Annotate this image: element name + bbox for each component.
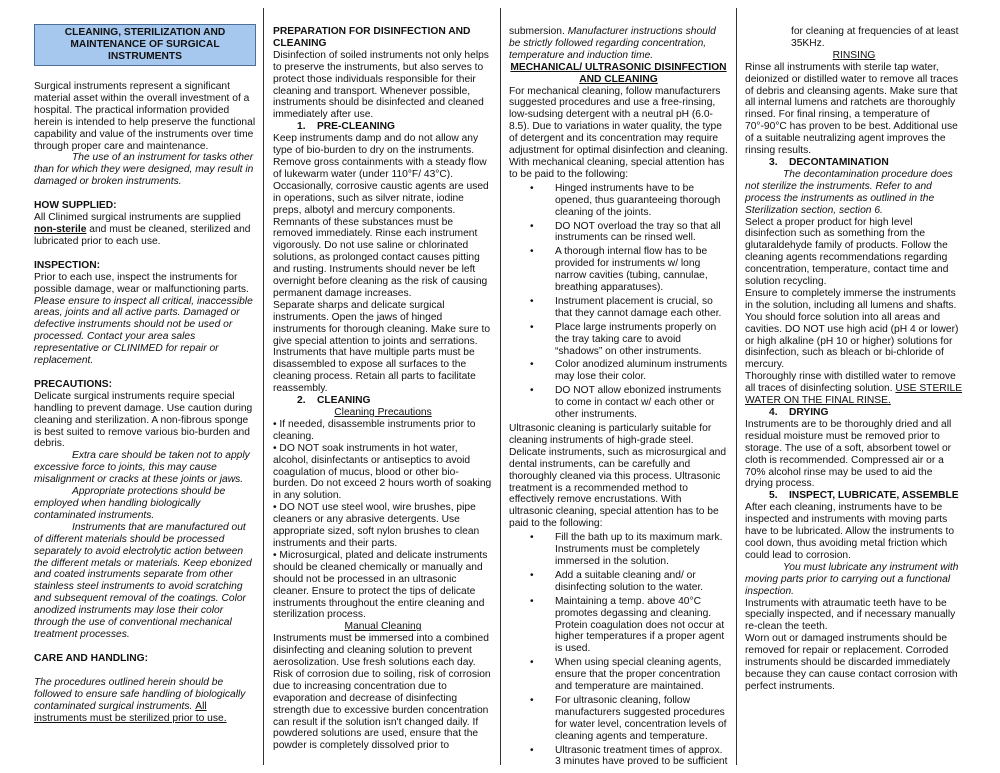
list-item: • Ultrasonic treatment times of approx. 3 minutes have proved to be sufficient [555, 745, 728, 769]
column-4 [745, 26, 963, 693]
ultrasonic-text: Ultrasonic cleaning is particularly suitable for cleaning instruments of high-grade steel. Delicate instruments, such as microsurgical and dental instruments, can be carefully and thoroughly cleaned via this process. Ultrasonic treatment is a recommended method to effectively remove encrustations. With ultrasonic cleaning, special attention has to be paid to the following: [509, 423, 727, 530]
inspect-note: You must lubricate any instrument with moving parts prior to carrying out a functional inspection. [745, 561, 959, 597]
care-text: The procedures outlined herein should be followed to ensure safe handling of biologically contaminated surgical instruments. All instruments must be sterilized prior to use. [34, 676, 246, 724]
cleaning-precaution-item: • Microsurgical, plated and delicate instruments should be cleaned chemically or manually and should not be processed in an ultrasonic cleaner. Ensure to protect the tips of delicate instruments throughout the entire cleaning and sterilization process. [273, 549, 488, 621]
list-item: • Fill the bath up to its maximum mark. Instruments must be completely immersed in the solution. [555, 532, 728, 568]
list-item: • For ultrasonic cleaning, follow manufacturers suggested procedures for water level, concentration levels of cleaning agents and temperature. [555, 695, 728, 743]
column-3 [509, 26, 728, 770]
mechanical-list [509, 183, 728, 421]
cleaning-precaution-item: • DO NOT use steel wool, wire brushes, pipe cleaners or any abrasive detergents. Use appropriate sized, soft nylon brushes to clean instruments and their parts. [273, 502, 480, 549]
manual-cleaning-text: Instruments must be immersed into a combined disinfecting and cleaning solution to prevent aerosolization. Use fresh solutions each day. Risk of corrosion due to soiling, risk of corrosion due to increasing concentration due to evaporation and decrease of disinfecting strength due to excessive burden concentration can result if the solution isn't changed daily. If powdered solutions are used, ensure that the powder is completely dissolved prior to [273, 633, 491, 752]
inspect-text: After each cleaning, instruments have to be inspected and instruments with moving parts have to be lubricated. Allow the instruments to cool down, thus avoiding metal friction which could lead to corrosion. [745, 502, 955, 561]
precautions-note: Instruments that are manufactured out of different materials should be processed separately to avoid electrolytic action between the different metals or materials. Keep ebonized and coated instruments separate from other stainless steel instruments to avoid scratching and subsequent removal of the coatings. Color anodized instruments may lose their color through the use of conventional mechanical treatment processes. [34, 521, 252, 640]
decontamination-text: Thoroughly rinse with distilled water to remove all traces of disinfecting solution. USE STERILE WATER ON THE FINAL RINSE. [745, 371, 963, 407]
preparation-heading: PREPARATION FOR DISINFECTION AND CLEANING [273, 26, 471, 49]
list-item: • Hinged instruments have to be opened, thus guaranteeing thorough cleaning of the joints. [555, 183, 728, 219]
cleaning-precautions-heading: Cleaning Precautions [334, 407, 432, 418]
precautions-note: Appropriate protections should be employed when handling biologically contaminated instruments. [34, 486, 226, 521]
drying-heading: 4. DRYING [769, 407, 829, 418]
cleaning-precaution-item: • DO NOT soak instruments in hot water, alcohol, disinfectants or antiseptics to avoid coagulation of mucus, blood or other bio-burden. Do not exceed 2 hours worth of soaking in any solution. [273, 442, 492, 502]
cleaning-heading: 2. CLEANING [297, 395, 371, 407]
column-divider [736, 8, 737, 765]
intro-paragraph: Surgical instruments represent a significant material asset within the overall investment of a hospital. The practical information provided herein is intended to help preserve the functional capability and value of the instruments over time through proper care and maintenance. [34, 81, 256, 152]
pre-cleaning-text: Separate sharps and delicate surgical instruments. Open the jaws of hinged instruments for thorough cleaning. Make sure to give special attention to joints and serrations. Instruments that have multiple parts must be disassembled to expose all surfaces to the cleaning process. Retain all parts to facilitate reassembly. [273, 299, 491, 395]
rinsing-heading: RINSING [832, 49, 876, 61]
list-item: • Maintaining a temp. above 40°C promotes degassing and cleaning. Protein coagulation does not occur at higher temperatures if a proper agent is used. [555, 596, 728, 656]
inspect-heading: 5. INSPECT, LUBRICATE, ASSEMBLE [769, 490, 959, 502]
mechanical-heading: MECHANICAL/ ULTRASONIC DISINFECTION AND CLEANING [510, 61, 727, 85]
intro-warning: The use of an instrument for tasks other than for which they were designed, may result in damaged or broken instruments. [34, 152, 254, 188]
column-1 [34, 24, 256, 724]
inspect-text: Worn out or damaged instruments should be removed for repair or replacement. Corroded instruments should be discarded immediately because they can cause contact corrosion with perfect instruments. [745, 633, 958, 692]
rinsing-text: Rinse all instruments with sterile tap water, deionized or distilled water to remove all traces of debris and cleansing agents. Make sure that all internal lumens and ratchets are thoroughly rinsed. For final rinsing, a temperature of 70°-90°C has proven to be best. Additional use of a suitable neutralizing agent improves the rinsing results. [745, 61, 959, 157]
list-item: • Color anodized aluminum instruments may lose their color. [555, 359, 728, 383]
list-item: • DO NOT allow ebonized instruments to come in contact w/ each other or other instruments. [555, 385, 728, 421]
column-divider [263, 8, 264, 765]
preparation-text: Disinfection of soiled instruments not only helps to preserve the instruments, but also serves to protect those individuals responsible for their cleaning and transport. Whenever possible, instruments should be disinfected and cleaned immediately after use. [273, 49, 489, 121]
pre-cleaning-text: Keep instruments damp and do not allow any type of bio-burden to dry on the instruments. Remove gross containments with a steady flow of lukewarm water (under 110°F/ 43°C). Occasionally, corrosive caustic agents are used in operations, such as silver nitrate, iodine preps, albotyl and mercury components. Remnants of these substances must be removed immediately. Rinse each instrument vigorously. Do not use saline or chlorinated solutions, as prolonged contact causes pitting and rusting. Instruments should never be left overnight before cleaning as the risk of causing permanent damage increases. [273, 133, 489, 299]
list-item: • Place large instruments properly on the tray taking care to avoid “shadows” on other instruments. [555, 322, 728, 358]
document-title: CLEANING, STERILIZATION AND MAINTENANCE OF SURGICAL INSTRUMENTS [34, 24, 256, 66]
mechanical-text: For mechanical cleaning, follow manufacturers suggested procedures and use a free-rinsing, low-sudsing detergent with a neutral pH (6.0-8.5). Due to variations in water quality, the type of detergent and its concentration may require adjustment for optimal disinfection and cleaning. With mechanical cleaning, special attention has to be paid to the following: [509, 85, 728, 180]
how-supplied-text: All Clinimed surgical instruments are supplied non-sterile and must be cleaned, sterilized and lubricated prior to each use. [34, 212, 251, 247]
precautions-note: Extra care should be taken not to apply excessive force to joints, this may cause misalignment or cracks at these joints or jaws. [34, 450, 250, 486]
list-item: • Add a suitable cleaning and/ or disinfecting solution to the water. [555, 570, 728, 594]
precautions-heading: PRECAUTIONS: [34, 378, 113, 390]
manual-cleaning-heading: Manual Cleaning [344, 621, 422, 633]
ultrasonic-list [509, 532, 728, 768]
cleaning-precaution-item: • If needed, disassemble instruments prior to cleaning. [273, 418, 476, 442]
decontamination-note: The decontamination procedure does not sterilize the instruments. Refer to and process the instruments as outlined in the Sterilization section, section 6. [745, 168, 953, 216]
manual-cleaning-continued: submersion. Manufacturer instructions should be strictly followed regarding concentration, temperature and induction time. [509, 26, 716, 61]
decontamination-text: Ensure to completely immerse the instruments in the solution, including all lumens and shafts. You should force solution into all areas and cavities. DO NOT use high acid (pH 4 or lower) or high alkaline (pH 10 or higher) solutions for disinfection, such as bleach or bi-chloride of mercury. [745, 287, 959, 371]
decontamination-text: Select a proper product for high level disinfection such as something from the glutaraldehyde family of products. Follow the cleaning agents recommendations regarding concentration, temperature, contact time and solution recycling. [745, 216, 949, 288]
ultrasonic-continued: for cleaning at frequencies of at least 35KHz. [791, 26, 959, 49]
pre-cleaning-heading: 1. PRE-CLEANING [297, 121, 395, 133]
drying-text: Instruments are to be thoroughly dried and all residual moisture must be removed prior to storage. The use of a soft, absorbent towel or cloth is recommended. Compressed air or a 70% alcohol rinse may be used to aid the drying process. [745, 418, 952, 490]
non-sterile-emphasis: non-sterile [34, 223, 87, 235]
list-item: • When using special cleaning agents, ensure that the proper concentration and temperature are maintained. [555, 657, 728, 693]
column-divider [500, 8, 501, 765]
how-supplied-heading: HOW SUPPLIED: [34, 200, 117, 212]
list-item: • DO NOT overload the tray so that all instruments can be rinsed well. [555, 221, 728, 245]
care-heading: CARE AND HANDLING: [34, 652, 149, 664]
list-item: • A thorough internal flow has to be provided for instruments w/ long narrow cavities (tubing, cannulae, breathing apparatuses). [555, 246, 728, 294]
inspection-heading: INSPECTION: [34, 259, 101, 271]
list-item: • Instrument placement is crucial, so that they cannot damage each other. [555, 296, 728, 320]
precautions-text: Delicate surgical instruments require special handling to prevent damage. Use caution during cleaning and sterilization. A non-fibrous sponge is best suited to remove various bio-burden and debris. [34, 390, 253, 450]
inspection-text: Prior to each use, inspect the instruments for possible damage, wear or malfunctioning parts. Please ensure to inspect all critical, inaccessible areas, joints and all active parts. Damaged or defective instruments should not be used or processed. Contact your area sales representative or CLINIMED for repair or replacement. [34, 271, 253, 367]
inspect-text: Instruments with atraumatic teeth have to be specially inspected, and if necessary manually re-clean the teeth. [745, 597, 956, 633]
column-2 [273, 26, 493, 752]
decontamination-heading: 3. DECONTAMINATION [769, 156, 889, 168]
